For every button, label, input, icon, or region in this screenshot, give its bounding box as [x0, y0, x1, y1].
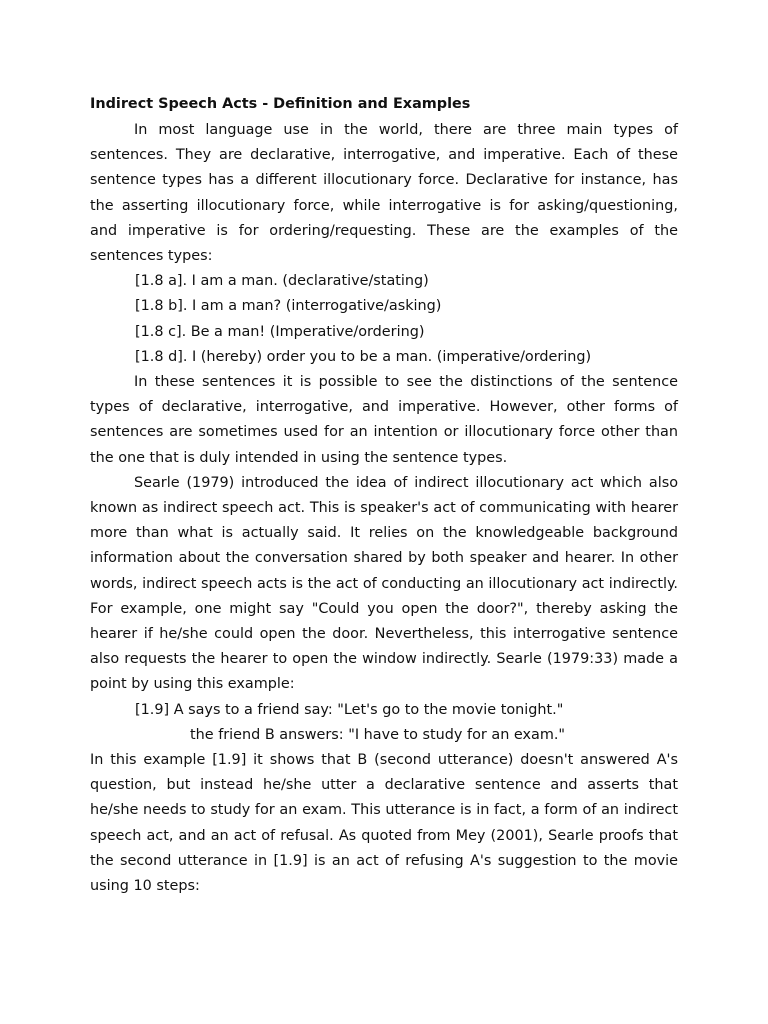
paragraph-example-analysis: In this example [1.9] it shows that B (second utterance) doesn't answered A's question, but instead he/she utter a declarative sentence and asserts that he/she needs to study for an exam. This utterance is in fact, a form of an indirect speech act, and an act of refusal. As quoted from Mey (2001), Searle proofs that the second utterance in [1.9] is an act of refusing A's suggestion to the movie using 10 steps: [90, 752, 678, 895]
example-1-8c: [1.8 c]. Be a man! (Imperative/ordering) [135, 323, 425, 340]
example-1-8b: [1.8 b]. I am a man? (interrogative/asking) [135, 298, 442, 315]
example-1-9-b: the friend B answers: "I have to study for an exam." [190, 726, 566, 743]
example-1-8d: [1.8 d]. I (hereby) order you to be a man. (imperative/ordering) [135, 348, 592, 365]
document-page [90, 94, 678, 899]
paragraph-sentence-types: In most language use in the world, there are three main types of sentences. They are declarative, interrogative, and imperative. Each of these sentence types has a different illocutionary force. Declarative for instance, has the asserting illocutionary force, while interrogative is for asking/questioning, and imperative is for ordering/requesting. These are the examples of the sentences types: [90, 122, 678, 265]
paragraph-searle-indirect-acts: Searle (1979) introduced the idea of indirect illocutionary act which also known as indirect speech act. This is speaker's act of communicating with hearer more than what is actually said. It relies on the knowledgeable background information about the conversation shared by both speaker and hearer. In other words, indirect speech acts is the act of conducting an illocutionary act indirectly. For example, one might say "Could you open the door?", thereby asking the hearer if he/she could open the door. Nevertheless, this interrogative sentence also requests the hearer to open the window indirectly. Searle (1979:33) made a point by using this example: [90, 474, 678, 693]
example-1-8a: [1.8 a]. I am a man. (declarative/stating) [135, 273, 429, 290]
paragraph-distinctions: In these sentences it is possible to see the distinctions of the sentence types of declarative, interrogative, and imperative. However, other forms of sentences are sometimes used for an intention or illocutionary force other than the one that is duly intended in using the sentence types. [90, 374, 678, 466]
document-title: Indirect Speech Acts - Definition and Examples [90, 96, 471, 112]
example-1-9-a: [1.9] A says to a friend say: "Let's go to the movie tonight." [135, 701, 564, 718]
